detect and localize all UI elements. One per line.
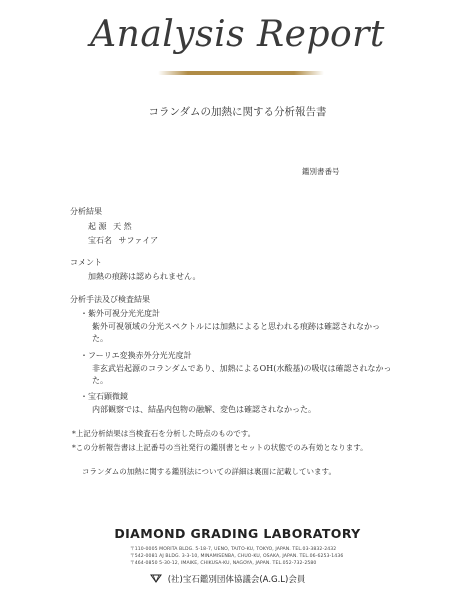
gem-name-row [88,235,158,247]
method-ftir-title: ・フーリエ変換赤外分光光度計 [80,351,192,360]
report-subtitle: コランダムの加熱に関する分析報告書 [148,106,327,118]
method-microscope-text: 内部観察では、結晶内包物の融解、変色は確認されなかった。 [92,405,316,414]
membership-text: (社)宝石鑑別団体協議会(A.G.L)会員 [167,575,306,585]
note-analysis-time: *上記分析結果は当検査石を分析した時点のものです。 [72,429,256,438]
gem-name-label: 宝石名 [88,236,112,245]
address-osaka: 〒542-0081 AJ BLDG. 3-3-10, MINAMISENBA, CHUO-KU, OSAKA, JAPAN. TEL.06-6253-1436 [130,554,344,559]
results-heading: 分析結果 [70,207,102,216]
origin-label: 起 源 [88,222,107,231]
address-nagoya: 〒464-0850 5-30-12, IMAIKE, CHIKUSA-KU, NAGOYA, JAPAN. TEL.052-732-2580 [130,561,317,566]
method-uvvis-title: ・紫外可視分光光度計 [80,309,160,318]
membership-line [150,573,305,586]
doc-number-label: 鑑別書番号 [302,167,340,176]
method-uvvis-text: 紫外可視領域の分光スペクトルには加熱によると思われる痕跡は確認されなかった。 [92,322,380,343]
origin-row [88,221,132,233]
agl-logo-icon [150,573,162,586]
lab-name: DIAMOND GRADING LABORATORY [114,526,361,541]
method-microscope-title: ・宝石顕微鏡 [80,392,128,401]
address-tokyo: 〒110-0005 MORITA BLDG. 5-18-7, UENO, TAITO-KU, TOKYO, JAPAN. TEL.03-3832-2432 [130,547,337,552]
comment-heading: コメント [70,258,102,267]
note-reverse-side: コランダムの加熱に関する鑑別法についての詳細は裏面に記載しています。 [82,467,336,476]
methods-heading: 分析手法及び検査結果 [70,295,150,304]
origin-value: 天 然 [113,222,132,231]
gold-divider [158,71,324,75]
gem-name-value: サファイア [118,236,159,245]
method-ftir-text: 非玄武岩起源のコランダムであり、加熱によるOH(水酸基)の吸収は確認されなかった。 [92,364,392,385]
comment-text: 加熱の痕跡は認められません。 [88,272,201,281]
report-title: Analysis Report [90,14,385,55]
note-validity: *この分析報告書は上記番号の当社発行の鑑別書とセットの状態でのみ有効となります。 [72,443,368,452]
